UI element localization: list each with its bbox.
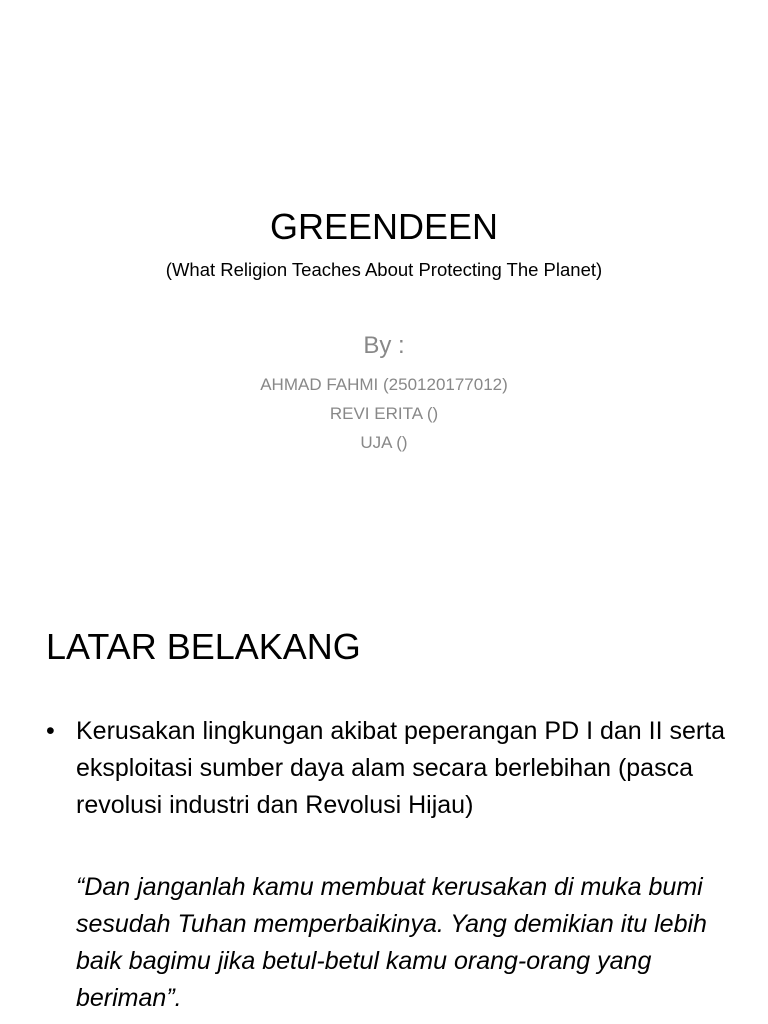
- presentation-subtitle: (What Religion Teaches About Protecting The Planet): [165, 259, 603, 280]
- bullet-marker: •: [46, 717, 55, 745]
- quote-text: “Dan janganlah kamu membuat kerusakan di muka bumi sesudah Tuhan memperbaikinya. Yang demikian itu lebih baik bagimu jika betul-betul kamu orang-orang yang beriman”.: [76, 873, 707, 1012]
- background-slide: [0, 576, 768, 1024]
- presentation-title: GREENDEEN: [269, 206, 499, 247]
- author-item: AHMAD FAHMI (250120177012): [260, 375, 508, 394]
- author-item: REVI ERITA (): [329, 404, 439, 423]
- author-list: [0, 370, 768, 457]
- section-heading: LATAR BELAKANG: [46, 626, 361, 667]
- bullet-item: [46, 713, 736, 824]
- by-label: By :: [363, 332, 405, 359]
- author-item: UJA (): [360, 433, 408, 452]
- bullet-text: Kerusakan lingkungan akibat peperangan PD I dan II serta eksploitasi sumber daya alam secara berlebihan (pasca revolusi industri dan Revolusi Hijau): [76, 717, 726, 819]
